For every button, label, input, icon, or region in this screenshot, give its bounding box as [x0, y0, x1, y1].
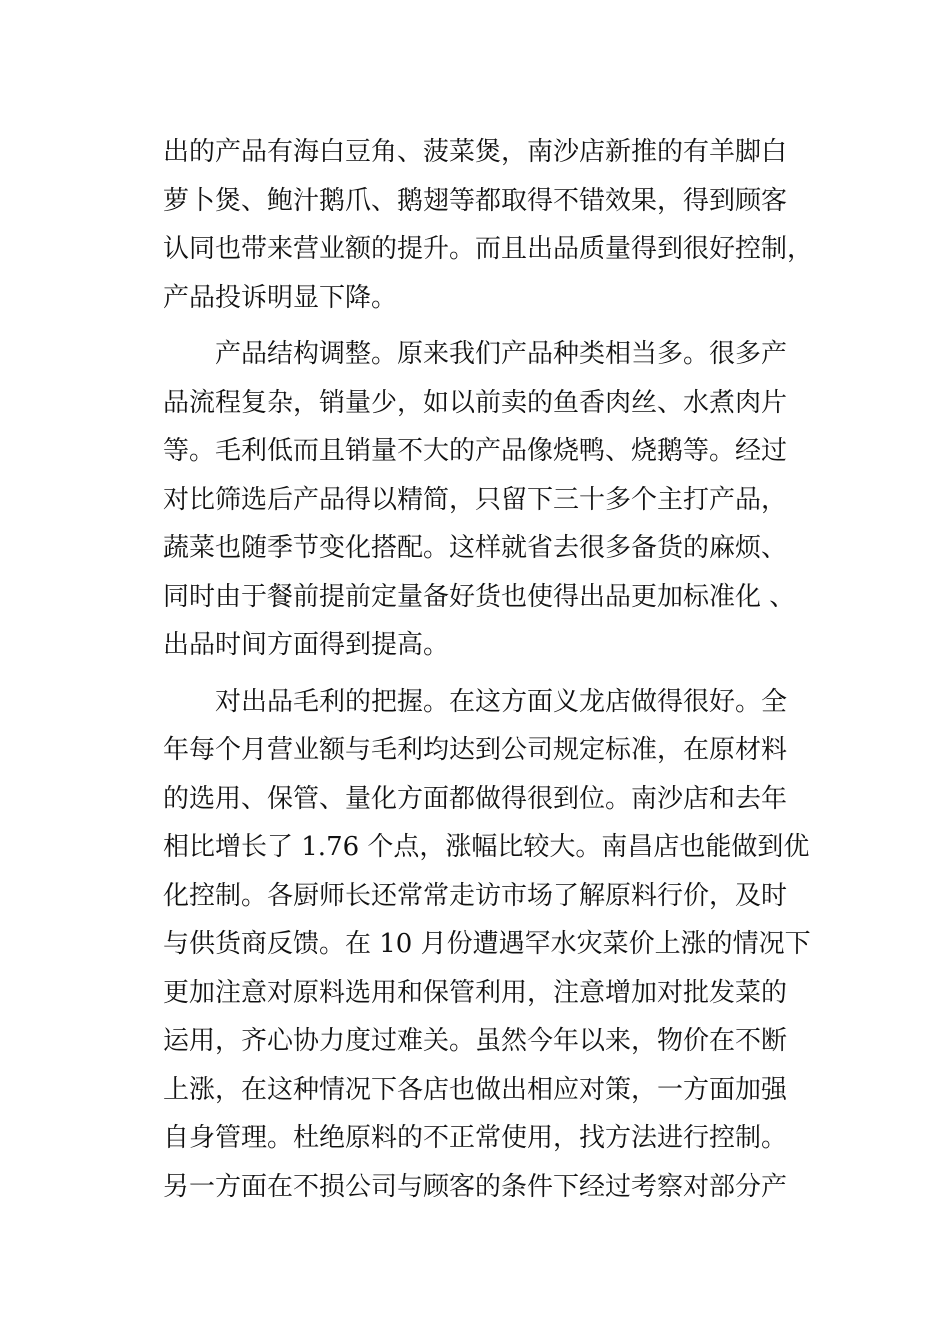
- text-line: 出品时间方面得到提高。: [163, 630, 450, 660]
- text-line: 化控制。各厨师长还常常走访市场了解原料行价，及时: [163, 880, 788, 911]
- text-line: 相比增长了 1.76 个点，涨幅比较大。南昌店也能做到优: [163, 832, 810, 862]
- text-line: 品流程复杂，销量少，如以前卖的鱼香肉丝、水煮肉片: [163, 387, 788, 418]
- text-line: 产品投诉明显下降。: [163, 282, 398, 313]
- text-line: 对出品毛利的把握。在这方面义龙店做得很好。全: [215, 686, 788, 717]
- text-line: 更加注意对原料选用和保管利用，注意增加对批发菜的: [163, 977, 788, 1008]
- text-line: 另一方面在不损公司与顾客的条件下经过考察对部分产: [163, 1171, 788, 1202]
- document-page: [163, 128, 814, 1211]
- text-line: 萝卜煲、鲍汁鹅爪、鹅翅等都取得不错效果，得到顾客: [163, 185, 788, 216]
- paragraph-1: [163, 128, 814, 322]
- text-line: 的选用、保管、量化方面都做得很到位。南沙店和去年: [163, 783, 788, 814]
- text-line: 认同也带来营业额的提升。而且出品质量得到很好控制，: [163, 234, 814, 264]
- text-line: 等。毛利低而且销量不大的产品像烧鸭、烧鹅等。经过: [163, 436, 788, 466]
- text-line: 蔬菜也随季节变化搭配。这样就省去很多备货的麻烦、: [163, 533, 788, 563]
- text-line: 与供货商反馈。在 10 月份遭遇罕水灾菜价上涨的情况下: [163, 929, 811, 959]
- text-line: 同时由于餐前提前定量备好货也使得出品更加标准化 、: [163, 581, 796, 612]
- text-line: 年每个月营业额与毛利均达到公司规定标准，在原材料: [163, 735, 788, 765]
- text-line: 上涨，在这种情况下各店也做出相应对策，一方面加强: [163, 1074, 788, 1105]
- text-line: 自身管理。杜绝原料的不正常使用，找方法进行控制。: [163, 1123, 788, 1153]
- paragraph-2: [163, 330, 796, 670]
- text-line: 对比筛选后产品得以精简，只留下三十多个主打产品，: [163, 484, 788, 515]
- text-line: 出的产品有海白豆角、菠菜煲，南沙店新推的有羊脚白: [163, 137, 788, 167]
- text-line: 运用，齐心协力度过难关。虽然今年以来，物价在不断: [163, 1026, 788, 1056]
- text-line: 产品结构调整。原来我们产品种类相当多。很多产: [215, 339, 788, 369]
- paragraph-3: [163, 678, 811, 1212]
